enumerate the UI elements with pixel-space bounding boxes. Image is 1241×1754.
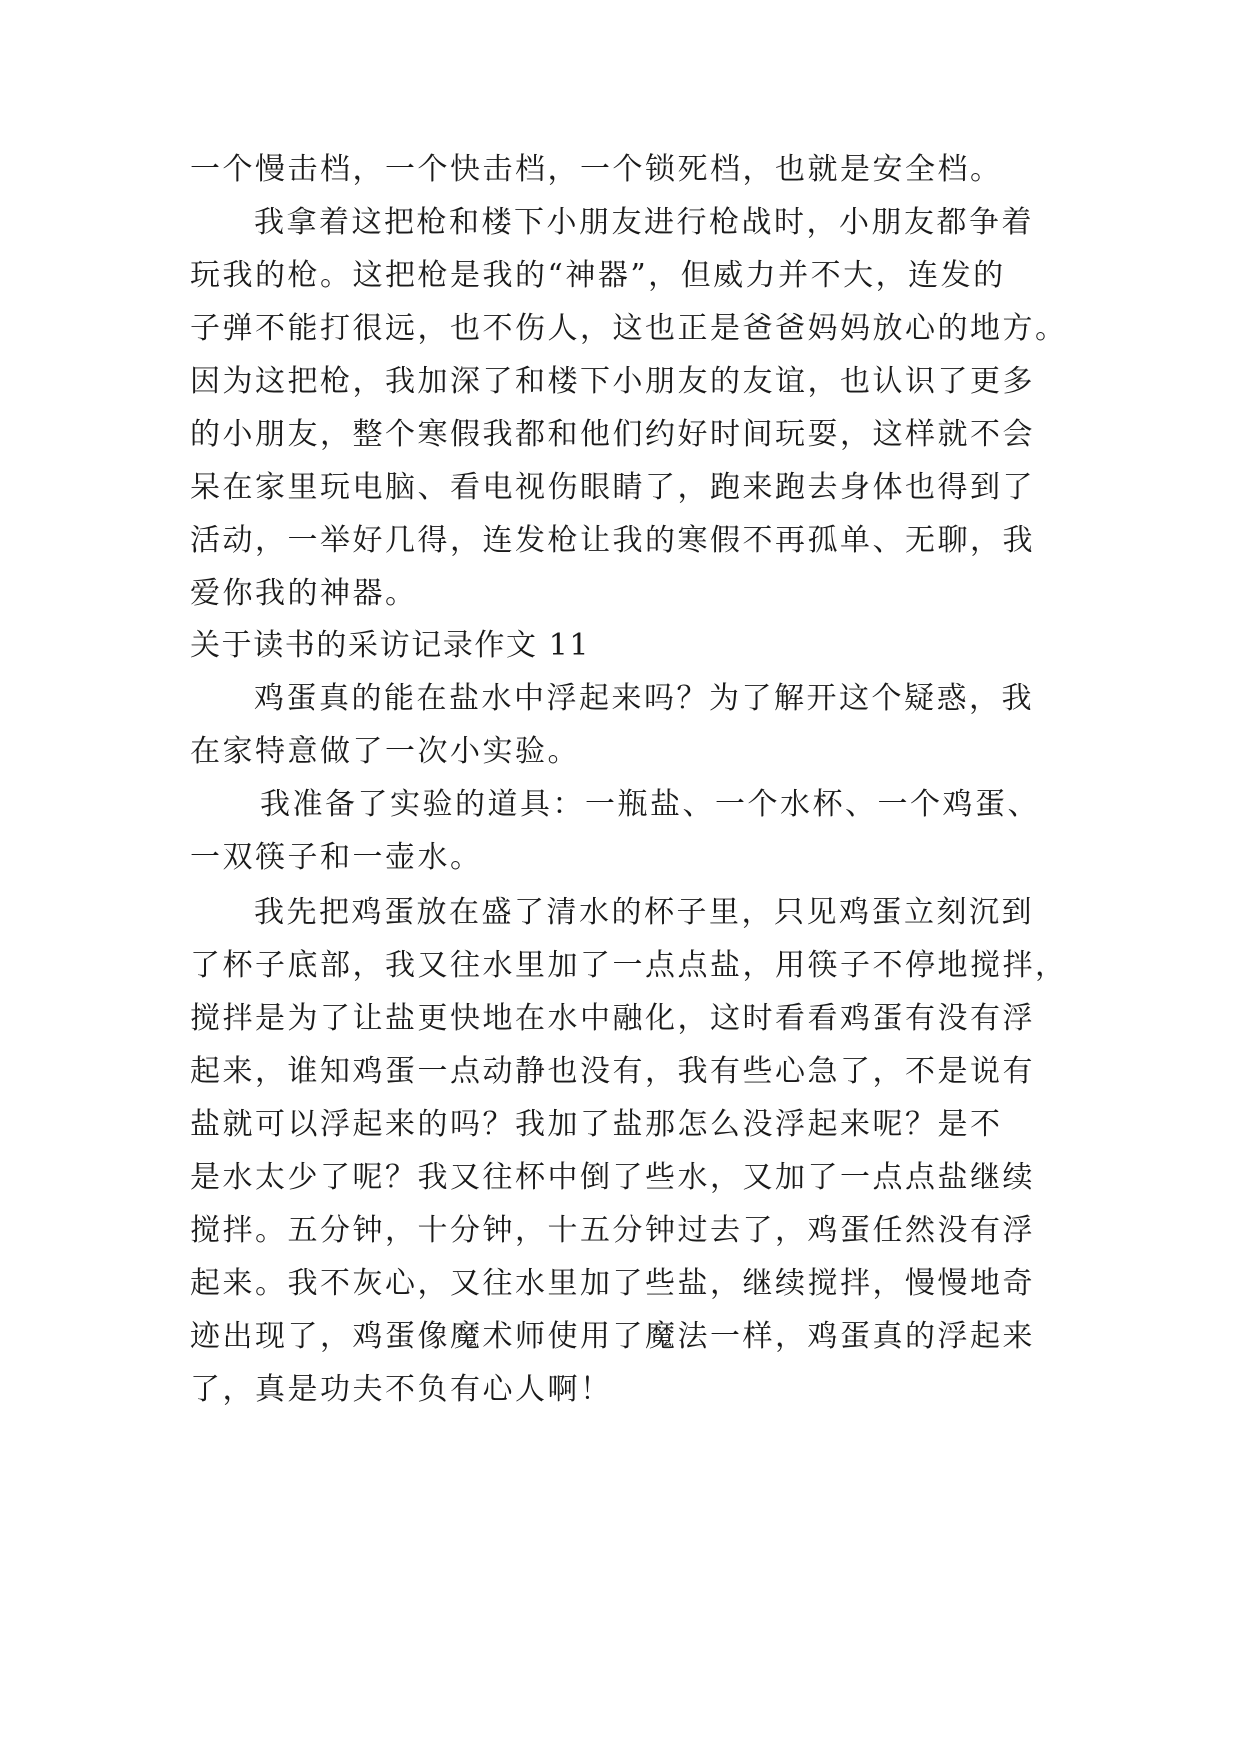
paragraph-line: 的小朋友，整个寒假我都和他们约好时间玩耍，这样就不会 <box>190 417 1035 452</box>
paragraph-line: 了杯子底部，我又往水里加了一点点盐，用筷子不停地搅拌， <box>190 948 1068 983</box>
paragraph-line: 呆在家里玩电脑、看电视伤眼睛了，跑来跑去身体也得到了 <box>190 470 1035 505</box>
paragraph-line: 子弹不能打很远，也不伤人，这也正是爸爸妈妈放心的地方。 <box>190 311 1068 346</box>
paragraph-line: 是水太少了呢？我又往杯中倒了些水，又加了一点点盐继续 <box>190 1160 1035 1195</box>
paragraph-line: 我拿着这把枪和楼下小朋友进行枪战时，小朋友都争着 <box>254 205 1034 240</box>
paragraph-line: 起来。我不灰心，又往水里加了些盐，继续搅拌，慢慢地奇 <box>190 1266 1035 1301</box>
paragraph-line: 搅拌是为了让盐更快地在水中融化，这时看看鸡蛋有没有浮 <box>190 1001 1035 1036</box>
paragraph-line: 迹出现了，鸡蛋像魔术师使用了魔法一样，鸡蛋真的浮起来 <box>190 1319 1035 1354</box>
paragraph-line: 搅拌。五分钟，十分钟，十五分钟过去了，鸡蛋任然没有浮 <box>190 1213 1035 1248</box>
paragraph-line: 活动，一举好几得，连发枪让我的寒假不再孤单、无聊，我 <box>190 523 1035 558</box>
paragraph-line: 在家特意做了一次小实验。 <box>190 734 580 769</box>
paragraph-line: 盐就可以浮起来的吗？我加了盐那怎么没浮起来呢？是不 <box>190 1107 1003 1142</box>
paragraph-line: 一双筷子和一壶水。 <box>190 840 483 875</box>
section-heading: 关于读书的采访记录作文 11 <box>190 628 591 663</box>
paragraph-line: 了，真是功夫不负有心人啊！ <box>190 1372 613 1407</box>
paragraph-line: 起来，谁知鸡蛋一点动静也没有，我有些心急了，不是说有 <box>190 1054 1035 1089</box>
paragraph-line: 爱你我的神器。 <box>190 576 418 611</box>
paragraph-line: 鸡蛋真的能在盐水中浮起来吗？为了解开这个疑惑，我 <box>254 681 1034 716</box>
paragraph-line: 我先把鸡蛋放在盛了清水的杯子里，只见鸡蛋立刻沉到 <box>254 895 1034 930</box>
paragraph-line: 我准备了实验的道具：一瓶盐、一个水杯、一个鸡蛋、 <box>260 787 1040 822</box>
paragraph-line: 一个慢击档，一个快击档，一个锁死档，也就是安全档。 <box>190 152 1003 187</box>
paragraph-line: 玩我的枪。这把枪是我的“神器”，但威力并不大，连发的 <box>190 258 1006 293</box>
paragraph-line: 因为这把枪，我加深了和楼下小朋友的友谊，也认识了更多 <box>190 364 1035 399</box>
